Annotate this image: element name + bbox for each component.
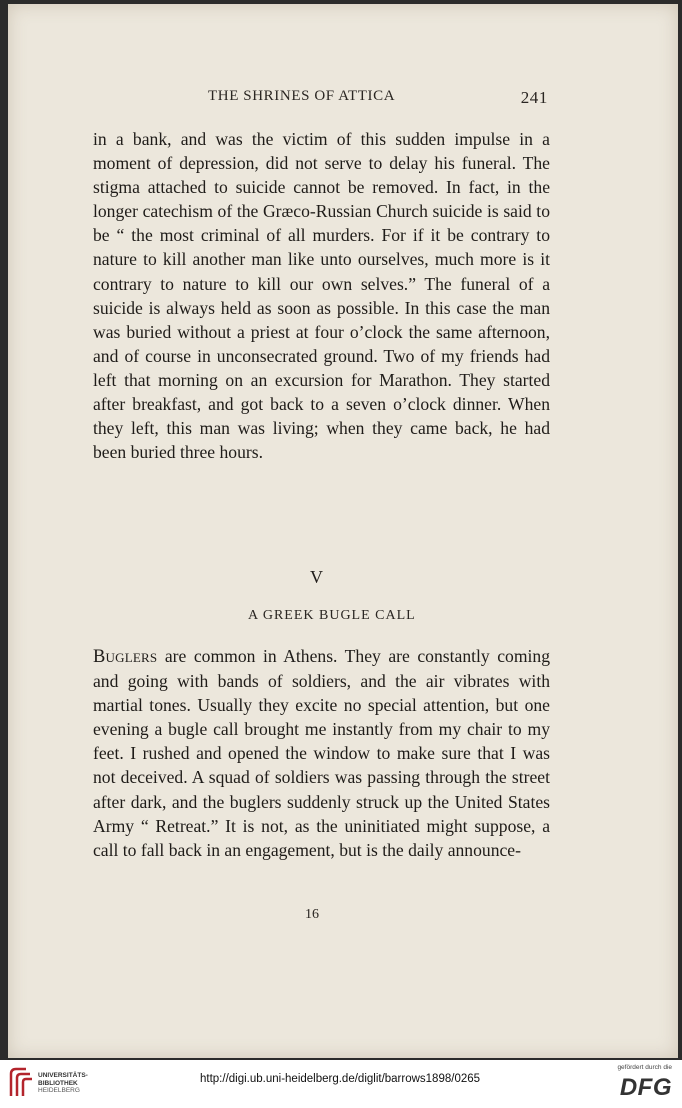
footer-bar	[0, 1060, 682, 1108]
paragraph-2-text: are common in Athens. They are constantly coming and going with bands of soldiers, and the air vibrates with martial tones. Usually they excite no special attention, but one evening a bugle call brought me instantly from my chair to my feet. I rushed and opened the window to make sure that I was not deceived. A squad of soldiers was passing through the street after dark, and the buglers suddenly struck up the United States Army “ Retreat.” It is not, as the uninitiated might suppose, a call to fall back in an engagement, but is the daily announce-	[93, 646, 550, 860]
paragraph-1-text: in a bank, and was the victim of this sudden impulse in a moment of depression, did not serve to delay his funeral. The stigma attached to suicide cannot be removed. In fact, in the longer catechism of the Græco-Russian Church suicide is said to be “ the most criminal of all murders. For if it be contrary to nature to kill another man like unto ourselves, much more is it contrary to nature to kill our own selves.” The funeral of a suicide is always held as soon as possible. In this case the man was buried without a priest at four o’clock the same afternoon, and of course in unconsecrated ground. Two of my friends had left that morning on an excursion for Marathon. They started after breakfast, and got back to a seven o’clock dinner. When they left, this man was living; when they came back, he had been buried three hours.	[93, 129, 550, 463]
funding-text: gefördert durch die	[617, 1064, 672, 1071]
library-logo-icon	[8, 1066, 34, 1100]
paragraph-2-body	[93, 644, 550, 862]
paragraph-2-lead: Buglers	[93, 647, 158, 667]
page-number: 241	[520, 88, 548, 107]
signature-mark: 16	[305, 907, 319, 922]
paragraph-1	[93, 127, 550, 464]
section-number-text: V	[310, 567, 323, 587]
dfg-logo[interactable]	[602, 1064, 672, 1104]
running-title: THE SHRINES OF ATTICA	[208, 88, 396, 104]
library-logo[interactable]	[8, 1066, 108, 1102]
book-page	[8, 4, 678, 1058]
paragraph-2	[93, 644, 550, 862]
section-title: A GREEK BUGLE CALL	[248, 608, 416, 623]
source-url-link[interactable]: http://digi.ub.uni-heidelberg.de/diglit/barrows1898/0265	[200, 1073, 481, 1085]
library-name: UNIVERSITÄTS- BIBLIOTHEK HEIDELBERG	[38, 1072, 88, 1094]
dfg-logo-text: DFG	[619, 1074, 672, 1101]
